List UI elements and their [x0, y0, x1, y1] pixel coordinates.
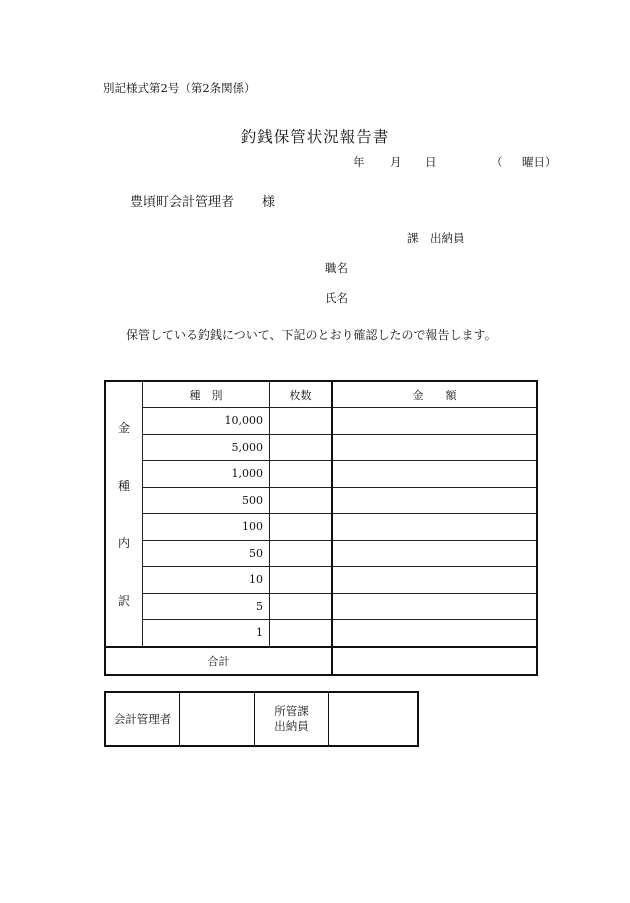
count-cell[interactable]	[270, 461, 333, 488]
count-cell[interactable]	[270, 620, 333, 647]
sender-position-label: 職名	[325, 261, 348, 275]
breakdown-side-label	[105, 381, 143, 647]
header-count: 枚数	[270, 381, 333, 408]
side-label-char: 訳	[117, 593, 130, 608]
date-day-label: 日	[425, 155, 437, 169]
amount-cell[interactable]	[332, 408, 537, 435]
denomination-cell: 5	[143, 593, 270, 620]
denomination-cell: 1	[143, 620, 270, 647]
count-cell[interactable]	[270, 514, 333, 541]
count-cell[interactable]	[270, 487, 333, 514]
amount-cell[interactable]	[332, 461, 537, 488]
total-row	[105, 647, 537, 675]
document-title: 釣銭保管状況報告書	[240, 128, 390, 146]
weekday-paren-open: （	[491, 155, 503, 169]
denomination-cell: 5,000	[143, 434, 270, 461]
table-row	[105, 540, 537, 567]
count-cell[interactable]	[270, 540, 333, 567]
currency-breakdown-table	[104, 380, 538, 676]
table-row	[105, 461, 537, 488]
table-row	[105, 567, 537, 594]
table-row	[105, 620, 537, 647]
side-label-char: 内	[117, 536, 130, 550]
count-cell[interactable]	[270, 434, 333, 461]
amount-cell[interactable]	[332, 620, 537, 647]
sender-name-label: 氏名	[325, 291, 348, 305]
addressee	[130, 191, 275, 210]
denomination-cell: 50	[143, 540, 270, 567]
side-label-char: 種	[117, 478, 130, 493]
approval-row	[105, 692, 418, 746]
count-cell[interactable]	[270, 408, 333, 435]
denomination-cell: 10,000	[143, 408, 270, 435]
table-row	[105, 514, 537, 541]
dept-cashier-stamp-cell[interactable]	[329, 692, 419, 746]
amount-cell[interactable]	[332, 593, 537, 620]
form-number: 別記様式第2号（第2条関係）	[103, 81, 256, 95]
table-row	[105, 487, 537, 514]
amount-cell[interactable]	[332, 434, 537, 461]
total-label: 合計	[105, 647, 332, 675]
addressee-honorific: 様	[262, 195, 276, 210]
denomination-cell: 10	[143, 567, 270, 594]
accounting-manager-stamp-cell[interactable]	[180, 692, 255, 746]
count-cell[interactable]	[270, 567, 333, 594]
header-denomination: 種 別	[143, 381, 270, 408]
date-month-label: 月	[390, 155, 402, 169]
table-header-row	[105, 381, 537, 408]
date-year-label: 年	[353, 155, 365, 169]
denomination-cell: 1,000	[143, 461, 270, 488]
dept-cashier-label	[255, 692, 329, 746]
addressee-name: 豊頃町会計管理者	[130, 195, 235, 210]
dept-cashier-label-line1: 所管課	[274, 704, 309, 718]
side-label-char: 金	[117, 421, 130, 435]
amount-cell[interactable]	[332, 567, 537, 594]
header-amount: 金 額	[332, 381, 537, 408]
accounting-manager-label: 会計管理者	[105, 692, 180, 746]
amount-cell[interactable]	[332, 487, 537, 514]
amount-cell[interactable]	[332, 514, 537, 541]
body-text: 保管している釣銭について、下記のとおり確認したので報告します。	[126, 328, 497, 342]
dept-cashier-label-line2: 出納員	[274, 719, 309, 733]
denomination-cell: 100	[143, 514, 270, 541]
count-cell[interactable]	[270, 593, 333, 620]
table-row	[105, 408, 537, 435]
table-row	[105, 434, 537, 461]
table-row	[105, 593, 537, 620]
amount-cell[interactable]	[332, 540, 537, 567]
denomination-cell: 500	[143, 487, 270, 514]
total-amount-cell[interactable]	[332, 647, 537, 675]
date-weekday-label: 曜日）	[522, 155, 557, 169]
sender-department: 課 出納員	[407, 231, 465, 245]
approval-stamp-table	[104, 691, 419, 747]
